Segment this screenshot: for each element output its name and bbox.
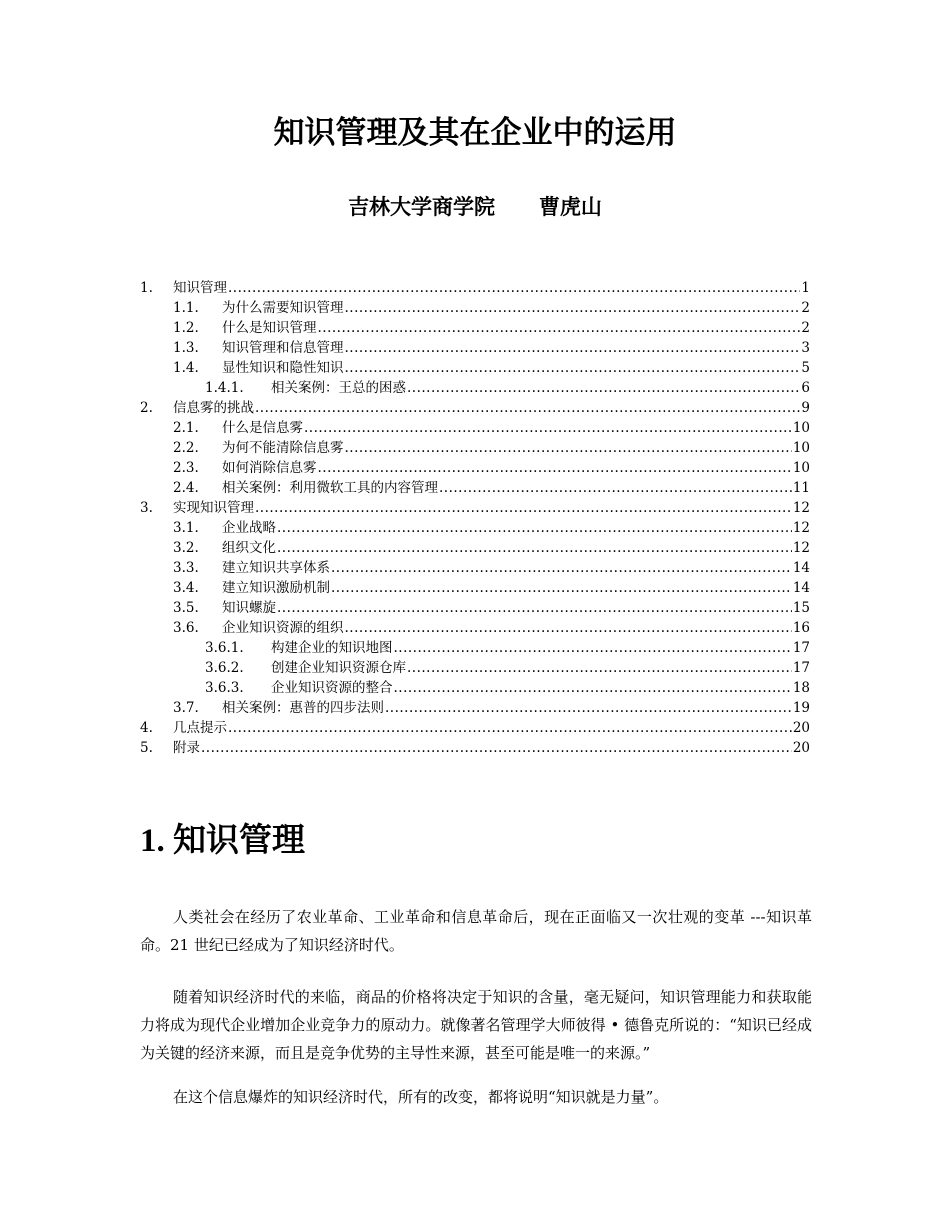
toc-leader-dots <box>439 478 792 498</box>
toc-entry-page: 14 <box>792 560 810 576</box>
toc-entry-number: 4. <box>140 720 153 736</box>
toc-entry[interactable] <box>140 578 810 598</box>
toc-entry-number: 3.1. <box>173 520 199 536</box>
toc-leader-dots <box>385 698 792 718</box>
toc-entry-page: 15 <box>792 600 810 616</box>
toc-entry-title: 创建企业知识资源仓库 <box>271 660 406 676</box>
toc-leader-dots <box>407 378 800 398</box>
toc-entry[interactable] <box>140 558 810 578</box>
toc-entry-number: 3.6.2. <box>205 660 244 676</box>
toc-entry-title: 相关案例：惠普的四步法则 <box>222 700 384 716</box>
toc-leader-dots <box>407 658 792 678</box>
toc-entry-title: 几点提示 <box>173 720 227 736</box>
toc-leader-dots <box>345 618 792 638</box>
toc-entry-number: 2.3. <box>173 460 199 476</box>
toc-entry[interactable] <box>140 658 810 678</box>
toc-leader-dots <box>277 538 792 558</box>
toc-entry-title: 什么是信息雾 <box>222 420 303 436</box>
toc-leader-dots <box>277 598 792 618</box>
toc-entry-title: 企业知识资源的组织 <box>222 620 344 636</box>
toc-leader-dots <box>228 718 792 738</box>
toc-leader-dots <box>345 358 801 378</box>
toc-entry-title: 为何不能清除信息雾 <box>222 440 344 456</box>
toc-entry-number: 3.4. <box>173 580 199 596</box>
toc-entry[interactable] <box>140 638 810 658</box>
toc-entry[interactable] <box>140 718 810 738</box>
toc-leader-dots <box>318 458 792 478</box>
toc-entry-page: 16 <box>792 620 810 636</box>
toc-entry-page: 1 <box>801 280 810 296</box>
toc-entry-number: 3.7. <box>173 700 199 716</box>
toc-entry-page: 5 <box>801 360 810 376</box>
document-title: 知识管理及其在企业中的运用 <box>273 115 677 151</box>
toc-entry[interactable] <box>140 418 810 438</box>
toc-entry-page: 3 <box>801 340 810 356</box>
toc-entry-title: 实现知识管理 <box>173 500 254 516</box>
toc-entry-title: 知识管理和信息管理 <box>222 340 344 356</box>
table-of-contents <box>140 278 810 758</box>
toc-entry-number: 3.6. <box>173 620 199 636</box>
toc-entry[interactable] <box>140 518 810 538</box>
toc-entry-number: 1.2. <box>173 320 199 336</box>
toc-entry-page: 17 <box>792 660 810 676</box>
toc-entry-number: 1.4.1. <box>205 380 244 396</box>
paragraph-text: 在这个信息爆炸的知识经济时代，所有的改变，都将说明“知识就是力量”。 <box>173 1088 669 1106</box>
toc-entry-page: 2 <box>801 300 810 316</box>
toc-entry-page: 20 <box>792 740 810 756</box>
body-paragraph-1 <box>140 903 812 959</box>
toc-entry-number: 3.5. <box>173 600 199 616</box>
toc-entry-title: 企业战略 <box>222 520 276 536</box>
toc-leader-dots <box>345 438 792 458</box>
toc-entry-page: 20 <box>792 720 810 736</box>
toc-entry-number: 3.2. <box>173 540 199 556</box>
toc-entry-page: 2 <box>801 320 810 336</box>
toc-entry[interactable] <box>140 278 810 298</box>
toc-leader-dots <box>345 338 801 358</box>
toc-entry-number: 1.4. <box>173 360 199 376</box>
toc-leader-dots <box>277 518 792 538</box>
toc-entry-title: 建立知识激励机制 <box>222 580 330 596</box>
toc-entry-title: 建立知识共享体系 <box>222 560 330 576</box>
toc-entry[interactable] <box>140 538 810 558</box>
toc-entry-title: 什么是知识管理 <box>222 320 317 336</box>
toc-entry-page: 17 <box>792 640 810 656</box>
toc-entry-title: 如何消除信息雾 <box>222 460 317 476</box>
toc-entry[interactable] <box>140 378 810 398</box>
toc-entry-page: 12 <box>792 500 810 516</box>
toc-entry-number: 5. <box>140 740 153 756</box>
toc-leader-dots <box>255 398 800 418</box>
toc-leader-dots <box>394 638 792 658</box>
toc-leader-dots <box>331 558 792 578</box>
section-heading: 1. 知识管理 <box>140 823 305 859</box>
toc-entry-page: 12 <box>792 520 810 536</box>
toc-entry-page: 9 <box>801 400 810 416</box>
toc-entry-title: 为什么需要知识管理 <box>222 300 344 316</box>
toc-leader-dots <box>345 298 801 318</box>
toc-entry[interactable] <box>140 678 810 698</box>
toc-entry-page: 10 <box>792 420 810 436</box>
toc-entry[interactable] <box>140 438 810 458</box>
toc-leader-dots <box>228 278 800 298</box>
toc-entry-page: 18 <box>792 680 810 696</box>
toc-entry[interactable] <box>140 698 810 718</box>
toc-entry[interactable] <box>140 618 810 638</box>
toc-entry-title: 企业知识资源的整合 <box>271 680 393 696</box>
toc-leader-dots <box>394 678 792 698</box>
toc-leader-dots <box>331 578 792 598</box>
toc-entry-page: 6 <box>801 380 810 396</box>
toc-entry-title: 信息雾的挑战 <box>173 400 254 416</box>
toc-leader-dots <box>201 738 792 758</box>
toc-entry-page: 10 <box>792 440 810 456</box>
toc-leader-dots <box>304 418 792 438</box>
toc-entry-page: 11 <box>792 480 810 496</box>
toc-entry[interactable] <box>140 458 810 478</box>
toc-entry-page: 14 <box>792 580 810 596</box>
toc-entry-number: 2.1. <box>173 420 199 436</box>
toc-entry-number: 1.1. <box>173 300 199 316</box>
toc-entry-number: 2.4. <box>173 480 199 496</box>
toc-entry-title: 显性知识和隐性知识 <box>222 360 344 376</box>
toc-entry-number: 3.3. <box>173 560 199 576</box>
toc-entry-number: 1. <box>140 280 153 296</box>
toc-entry-page: 12 <box>792 540 810 556</box>
body-paragraph-2 <box>140 983 812 1067</box>
toc-entry-title: 知识管理 <box>173 280 227 296</box>
toc-entry-title: 知识螺旋 <box>222 600 276 616</box>
document-author: 吉林大学商学院 曹虎山 <box>348 194 602 219</box>
toc-entry-title: 组织文化 <box>222 540 276 556</box>
body-paragraph-3 <box>140 1083 812 1111</box>
paragraph-text: 人类社会在经历了农业革命、工业革命和信息革命后，现在正面临又一次壮观的变革 ---知识革命。21 世纪已经成为了知识经济时代。 <box>140 908 812 954</box>
toc-entry[interactable] <box>140 738 810 758</box>
toc-entry[interactable] <box>140 358 810 378</box>
toc-entry[interactable] <box>140 498 810 518</box>
toc-entry[interactable] <box>140 318 810 338</box>
toc-entry-page: 19 <box>792 700 810 716</box>
toc-entry-title: 构建企业的知识地图 <box>271 640 393 656</box>
toc-entry-title: 相关案例：王总的困惑 <box>271 380 406 396</box>
toc-leader-dots <box>255 498 792 518</box>
toc-entry[interactable] <box>140 398 810 418</box>
toc-leader-dots <box>318 318 801 338</box>
toc-entry-number: 2. <box>140 400 153 416</box>
toc-entry-number: 2.2. <box>173 440 199 456</box>
toc-entry-title: 附录 <box>173 740 200 756</box>
toc-entry[interactable] <box>140 298 810 318</box>
toc-entry-title: 相关案例：利用微软工具的内容管理 <box>222 480 438 496</box>
toc-entry-number: 1.3. <box>173 340 199 356</box>
toc-entry[interactable] <box>140 338 810 358</box>
toc-entry-number: 3.6.1. <box>205 640 244 656</box>
toc-entry-number: 3.6.3. <box>205 680 244 696</box>
toc-entry-number: 3. <box>140 500 153 516</box>
paragraph-text: 随着知识经济时代的来临，商品的价格将决定于知识的含量，毫无疑问，知识管理能力和获取能力将成为现代企业增加企业竞争力的原动力。就像著名管理学大师彼得 • 德鲁克所说的：“知识已经成为关键的经济来源，而且是竞争优势的主导性来源，甚至可能是唯一的来源。” <box>140 988 812 1062</box>
toc-entry[interactable] <box>140 478 810 498</box>
toc-entry-page: 10 <box>792 460 810 476</box>
toc-entry[interactable] <box>140 598 810 618</box>
